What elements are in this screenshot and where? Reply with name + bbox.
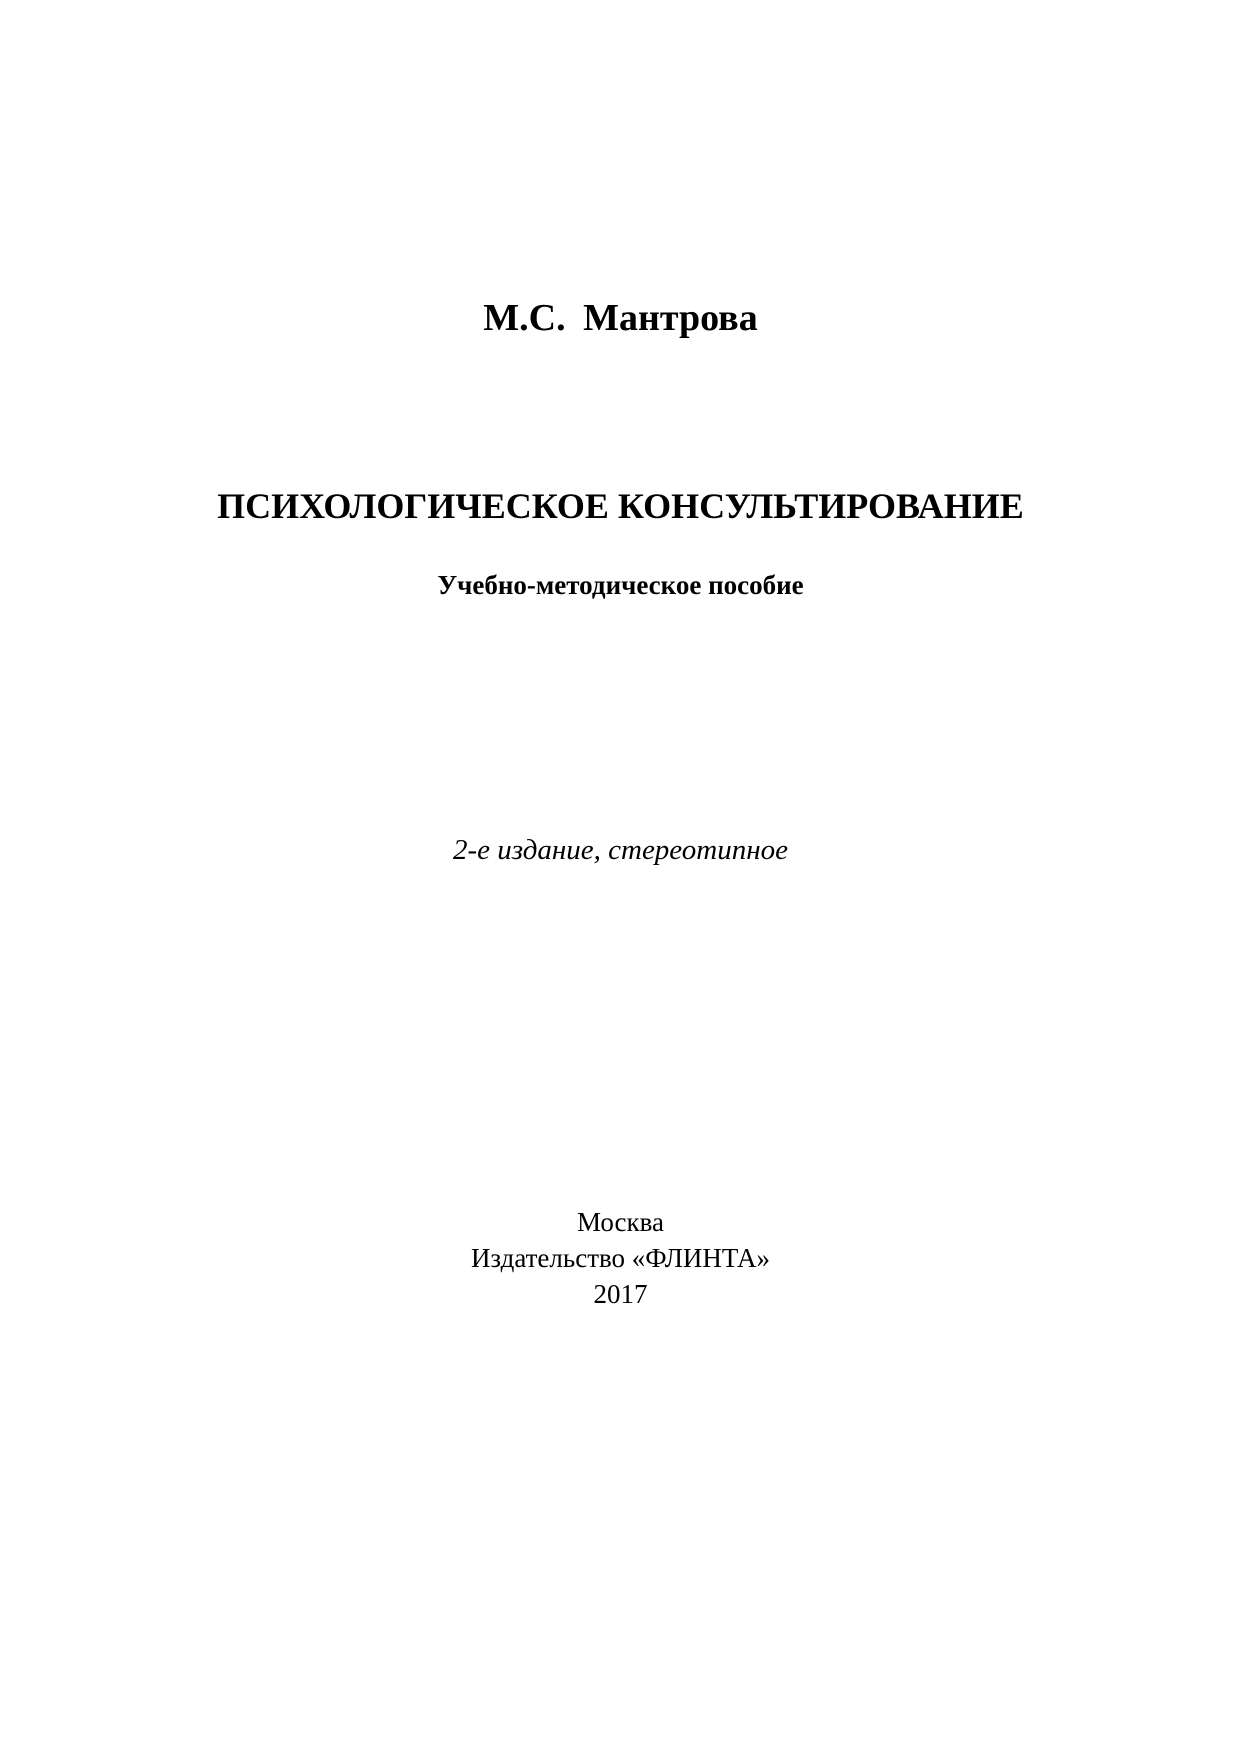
- author-name: М.С. Мантрова: [483, 297, 758, 339]
- imprint-publisher: Издательство «ФЛИНТА»: [470, 1243, 771, 1273]
- book-title: ПСИХОЛОГИЧЕСКОЕ КОНСУЛЬТИРОВАНИЕ: [217, 486, 1024, 526]
- imprint-year: 2017: [593, 1279, 648, 1309]
- book-subtitle: Учебно-методическое пособие: [437, 570, 804, 600]
- imprint-city: Москва: [577, 1207, 664, 1237]
- edition-note: 2-е издание, стереотипное: [452, 834, 788, 866]
